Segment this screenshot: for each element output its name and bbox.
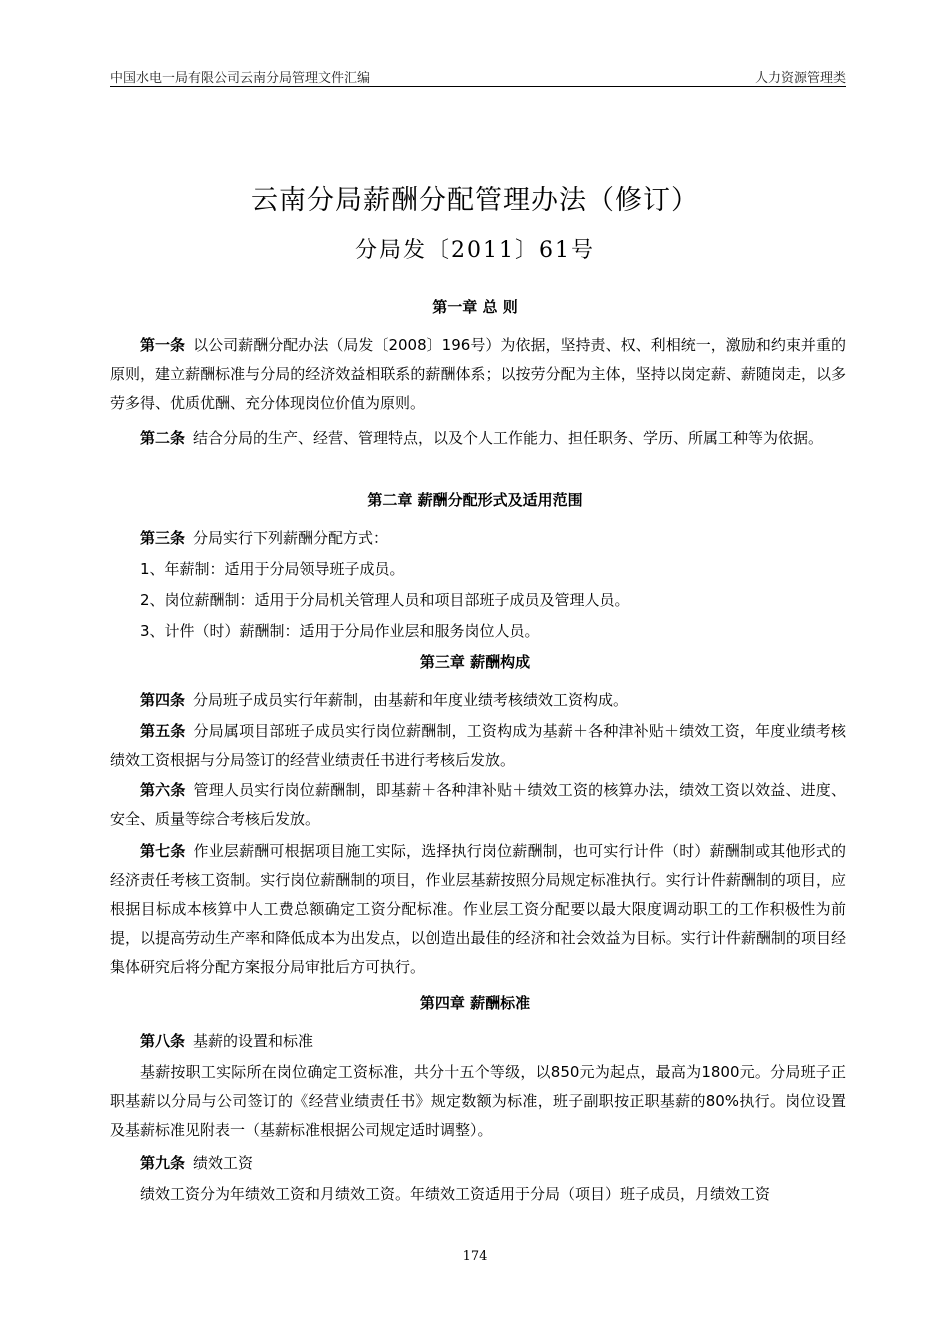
article-label: 第二条 xyxy=(140,429,186,447)
document-number: 分局发〔2011〕61号 xyxy=(355,238,595,263)
document-title: 云南分局薪酬分配管理办法（修订） xyxy=(251,185,699,216)
article-6 xyxy=(110,776,846,834)
list-item: 1、年薪制：适用于分局领导班子成员。 xyxy=(140,560,405,578)
article-text: 分局班子成员实行年薪制，由基薪和年度业绩考核绩效工资构成。 xyxy=(193,691,629,709)
article-label: 第七条 xyxy=(140,842,186,860)
running-header xyxy=(110,66,846,87)
chapter-2-heading: 第二章 薪酬分配形式及适用范围 xyxy=(367,491,583,509)
article-9 xyxy=(110,1149,846,1178)
article-1 xyxy=(110,331,846,418)
chapter-4-heading: 第四章 薪酬标准 xyxy=(419,994,531,1012)
article-4 xyxy=(110,686,846,715)
article-text: 作业层薪酬可根据项目施工实际，选择执行岗位薪酬制，也可实行计件（时）薪酬制或其他形式的经济责任考核工资制。实行岗位薪酬制的项目，作业层基薪按照分局规定标准执行。实行计件薪酬制的项目，应根据目标成本核算中人工费总额确定工资分配标准。作业层工资分配要以最大限度调动职工的工作积极性为前提，以提高劳动生产率和降低成本为出发点，以创造出最佳的经济和社会效益为目标。实行计件薪酬制的项目经集体研究后将分配方案报分局审批后方可执行。 xyxy=(110,842,846,976)
article-label: 第四条 xyxy=(140,691,186,709)
article-label: 第五条 xyxy=(140,722,186,740)
article-9-body: 绩效工资分为年绩效工资和月绩效工资。年绩效工资适用于分局（项目）班子成员，月绩效工资 xyxy=(140,1185,771,1203)
list-item: 2、岗位薪酬制：适用于分局机关管理人员和项目部班子成员及管理人员。 xyxy=(140,591,630,609)
article-text: 分局实行下列薪酬分配方式： xyxy=(193,529,389,547)
article-label: 第六条 xyxy=(140,781,186,799)
article-3 xyxy=(110,524,846,553)
article-text: 以公司薪酬分配办法（局发〔2008〕196号）为依据，坚持责、权、利相统一，激励和约束并重的原则，建立薪酬标准与分局的经济效益相联系的薪酬体系；以按劳分配为主体，坚持以岗定薪、薪随岗走，以多劳多得、优质优酬、充分体现岗位价值为原则。 xyxy=(110,336,846,412)
article-label: 第八条 xyxy=(140,1032,186,1050)
list-item: 3、计件（时）薪酬制：适用于分局作业层和服务岗位人员。 xyxy=(140,622,540,640)
article-text: 管理人员实行岗位薪酬制，即基薪＋各种津补贴＋绩效工资的核算办法，绩效工资以效益、进度、安全、质量等综合考核后发放。 xyxy=(110,781,846,828)
header-collection-name: 中国水电一局有限公司云南分局管理文件汇编 xyxy=(110,71,371,86)
article-text: 分局属项目部班子成员实行岗位薪酬制，工资构成为基薪＋各种津补贴＋绩效工资，年度业绩考核绩效工资根据与分局签订的经营业绩责任书进行考核后发放。 xyxy=(110,722,846,769)
page-number: 174 xyxy=(462,1249,488,1264)
article-text: 绩效工资 xyxy=(193,1154,254,1172)
article-text: 基薪的设置和标准 xyxy=(193,1032,314,1050)
article-5 xyxy=(110,717,846,775)
chapter-1-heading: 第一章 总 则 xyxy=(432,298,518,316)
header-category: 人力资源管理类 xyxy=(754,71,846,86)
article-label: 第一条 xyxy=(140,336,186,354)
article-2 xyxy=(110,424,846,453)
article-text: 结合分局的生产、经营、管理特点，以及个人工作能力、担任职务、学历、所属工种等为依据。 xyxy=(193,429,824,447)
article-label: 第三条 xyxy=(140,529,186,547)
article-7 xyxy=(110,837,846,982)
article-8 xyxy=(110,1027,846,1056)
article-label: 第九条 xyxy=(140,1154,186,1172)
article-8-body: 基薪按职工实际所在岗位确定工资标准，共分十五个等级，以850元为起点，最高为1800元。分局班子正职基薪以分局与公司签订的《经营业绩责任书》规定数额为标准，班子副职按正职基薪的80%执行。岗位设置及基薪标准见附表一（基薪标准根据公司规定适时调整）。 xyxy=(110,1063,846,1139)
chapter-3-heading: 第三章 薪酬构成 xyxy=(419,653,531,671)
